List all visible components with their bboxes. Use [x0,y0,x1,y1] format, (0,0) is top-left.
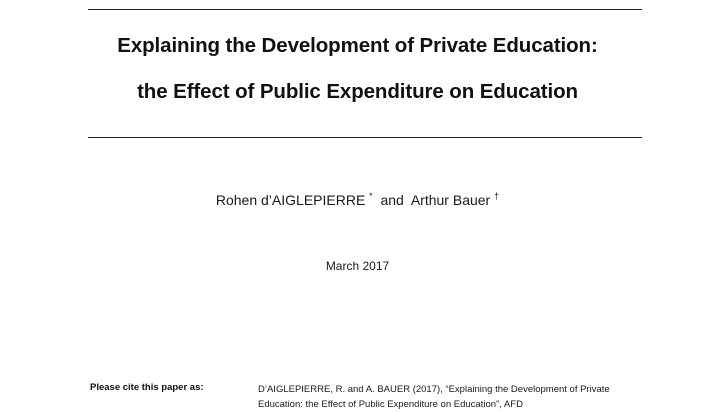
paper-title-line-1: Explaining the Development of Private Education: [117,34,598,57]
bottom-rule [88,137,642,138]
citation-label: Please cite this paper as: [90,382,204,393]
author-2-name: Arthur Bauer [410,192,491,208]
top-rule [88,9,642,10]
author-line [0,192,715,208]
publication-date: March 2017 [325,259,390,273]
citation-text: D’AIGLEPIERRE, R. and A. BAUER (2017), “Explaining the Development of Private Education: the Effect of Public Expenditure on Education”, AFD [258,384,610,410]
author-1-name: Rohen d’AIGLEPIERRE [215,192,366,208]
paper-title-line-2: the Effect of Public Expenditure on Education [137,80,578,103]
author-separator: and [376,192,408,208]
author-1-footnote-mark[interactable]: * [369,191,373,201]
author-2-footnote-mark[interactable]: † [494,191,500,201]
